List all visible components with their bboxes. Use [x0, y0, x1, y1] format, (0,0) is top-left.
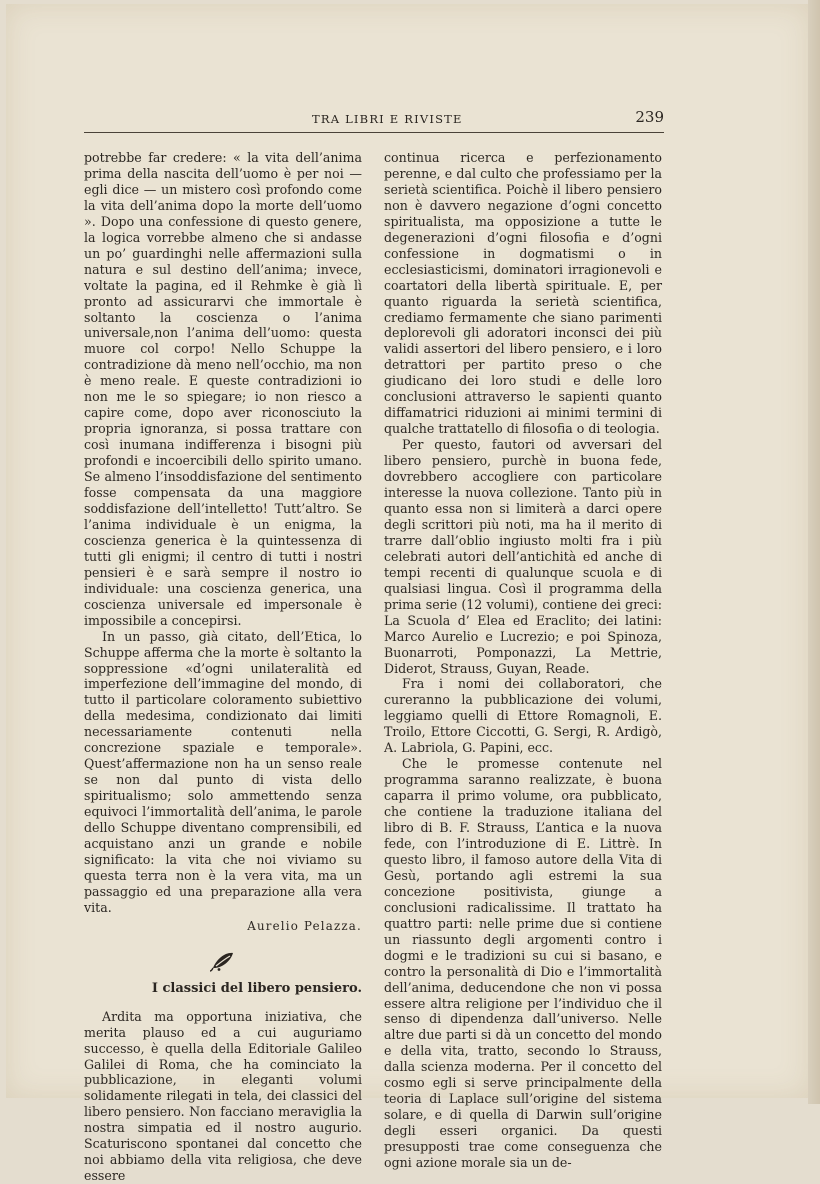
- page-number: 239: [635, 108, 664, 126]
- right-column: [384, 150, 662, 1171]
- article-paragraph: Per questo, fautori od avversari del libero pensiero, purchè in buona fede, dovrebbero accogliere con particolare interesse la nuova collezione. Tanto più in quanto essa non si limiterà a darci opere degli scrittori più noti, ma ha il merito di trarre dall’oblio ingiusto molti fra i più celebrati autori dell’antichità ed anche di tempi recenti di qualunque scuola e di qualsiasi lingua. Così il programma della prima serie (12 volumi), contiene dei greci: La Scuola d’ Elea ed Eraclito; dei latini: Marco Aurelio e Lucrezio; e poi Spinoza, Buonarroti, Pomponazzi, La Mettrie, Diderot, Strauss, Guyan, Reade.: [384, 437, 662, 676]
- fleuron-icon: [84, 943, 362, 979]
- running-title: TRA LIBRI E RIVISTE: [312, 112, 463, 126]
- header-rule: [84, 132, 664, 133]
- author-signature: Aurelio Pelazza.: [247, 918, 362, 933]
- section-title: I classici del libero pensiero.: [151, 980, 362, 996]
- article-paragraph: Che le promesse contenute nel programma saranno realizzate, è buona caparra il primo volume, ora pubblicato, che contiene la traduzione italiana del libro di B. F. Strauss, L’antica e la nuova fede, con l’introduzione di E. Littrè. In questo libro, il famoso autore della Vita di Gesù, portando agli estremi la sua concezione positivista, giunge a conclusioni radicalissime. Il trattato ha quattro parti: nelle prime due si contiene un riassunto degli argomenti contro i dogmi e le tradizioni su cui si basano, e contro la personalità di Dio e l’immortalità dell’anima, deducendone che non vi possa essere altra religione per l’individuo che il senso di dipendenza dall’universo. Nelle altre due parti si dà un concetto del mondo e della vita, tratto, secondo lo Strauss, dalla scienza moderna. Per il concetto del cosmo egli si serve principalmente della teoria di Laplace sull’origine del sistema solare, e di quella di Darwin sull’origine degli esseri organici. Da questi presupposti trae come conseguenza che ogni azione morale sia un de-: [384, 756, 662, 1171]
- left-column: [84, 150, 362, 1184]
- article-paragraph: Ardita ma opportuna iniziativa, che merita plauso ed a cui auguriamo successo, è quella della Editoriale Galileo Galilei di Roma, che ha cominciato la pubblicazione, in eleganti volumi solidamente rilegati in tela, dei classici del libero pensiero. Non facciano meraviglia la nostra simpatia ed il nostro augurio. Scaturiscono spontanei dal concetto che noi abbiamo della vita religiosa, che deve essere: [84, 1008, 362, 1184]
- article-paragraph: continua ricerca e perfezionamento perenne, e dal culto che professiamo per la serietà scientifica. Poichè il libero pensiero non è davvero negazione d’ogni concetto spiritualista, ma opposizione a tutte le degenerazioni d’ogni filosofia e d’ogni confessione in dogmatismi o in ecclesiasticismi, dominatori irragionevoli e coartatori della libertà spirituale. E, per quanto riguarda la serietà scientifica, crediamo fermamente che siano parimenti deplorevoli gli adoratori inconsci dei più validi assertori del libero pensiero, e i loro detrattori per partito preso o che giudicano dei loro studi e delle loro conclusioni attraverso le sapienti quanto diffamatrici riduzioni ai minimi termini di qualche trattatello di filosofia o di teologia.: [384, 150, 662, 437]
- page-header: [84, 110, 664, 132]
- article-paragraph: Fra i nomi dei collaboratori, che cureranno la pubblicazione dei volumi, leggiamo quelli di Ettore Romagnoli, E. Troilo, Ettore Ciccotti, G. Sergi, R. Ardigò, A. Labriola, G. Papini, ecc.: [384, 676, 662, 756]
- page-edge: [808, 0, 820, 1104]
- article-paragraph: In un passo, già citato, dell’Etica, lo Schuppe afferma che la morte è soltanto la soppressione «d’ogni unilateralità ed imperfezione dell’immagine del mondo, di tutto il particolare coloramento subiettivo della medesima, condizionato dai limiti necessariamente contenuti nella concrezione spaziale e temporale». Quest’affermazione non ha un senso reale se non dal punto di vista dello spiritualismo; solo ammettendo senza equivoci l’immortalità dell’anima, le parole dello Schuppe diventano comprensibili, ed acquistano anzi un grande e nobile significato: la vita che noi viviamo su questa terra non è la vera vita, ma un passaggio ed una preparazione alla vera vita.: [84, 628, 362, 915]
- article-paragraph: potrebbe far credere: « la vita dell’anima prima della nascita dell’uomo è per noi — egli dice — un mistero così profondo come la vita dell’anima dopo la morte dell’uomo ». Dopo una confessione di questo genere, la logica vorrebbe almeno che si andasse un po’ guardinghi nelle affermazioni sulla natura e sul destino dell’anima; invece, voltate la pagina, ed il Rehmke è già lì pronto ad assicurarvi che immortale è soltanto la coscienza o l’anima universale,non l’anima dell’uomo: questa muore col corpo! Nello Schuppe la contradizione dà meno nell’occhio, ma non è meno reale. E queste contradizioni io non me le so spiegare; io non riesco a capire come, dopo aver riconosciuto la propria ignoranza, si possa trattare con così inumana indifferenza i bisogni più profondi e incoercibili dello spirito umano. Se almeno l’insoddisfazione del sentimento fosse compensata da una maggiore soddisfazione dell’intelletto! Tutt’altro. Se l’anima individuale è un enigma, la coscienza generica è la quintessenza di tutti gli enigmi; il centro di tutti i nostri pensieri è e sarà sempre il nostro io individuale: una coscienza generica, una coscienza universale ed impersonale è impossibile a concepirsi.: [84, 150, 362, 628]
